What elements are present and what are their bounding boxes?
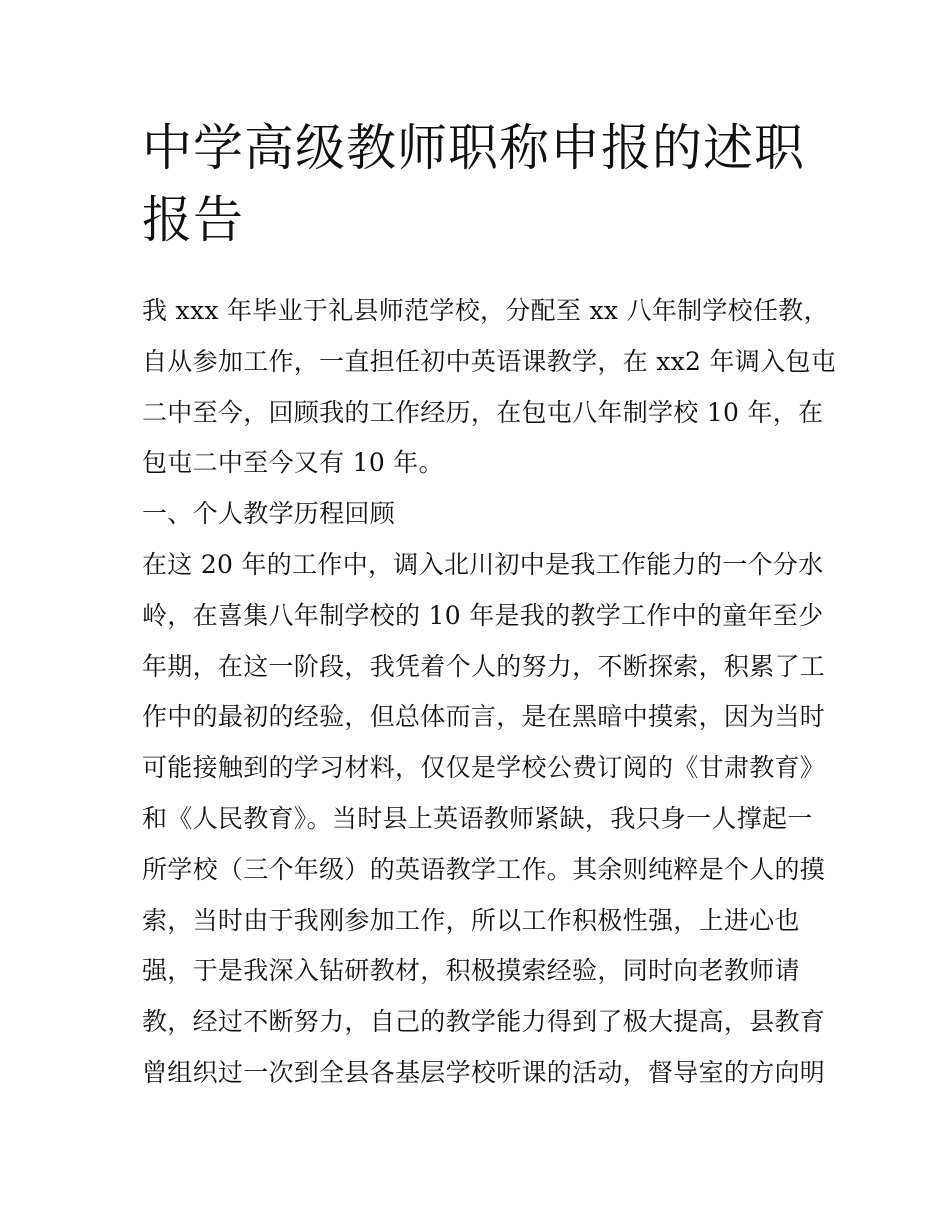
document-title	[142, 112, 818, 256]
text-line: 在这 20 年的工作中，调入北川初中是我工作能力的一个分水	[142, 549, 824, 579]
text-line: 可能接触到的学习材料，仅仅是学校公费订阅的《甘肃教育》	[142, 753, 826, 783]
section-heading	[142, 489, 818, 540]
text-line: 年期，在这一阶段，我凭着个人的努力，不断探索，积累了工	[142, 651, 826, 681]
text-line: 包屯二中至今又有 10 年。	[142, 448, 444, 478]
text-line: 强，于是我深入钻研教材，积极摸索经验，同时向老教师请	[142, 956, 800, 986]
title-line: 中学高级教师职称申报的述职	[142, 119, 805, 177]
text-line: 一、个人教学历程回顾	[142, 499, 396, 529]
text-line: 二中至今，回顾我的工作经历，在包屯八年制学校 10 年，在	[142, 397, 824, 427]
document-page	[142, 112, 836, 1099]
text-line: 所学校（三个年级）的英语教学工作。其余则纯粹是个人的摸	[142, 854, 826, 884]
document-body	[142, 286, 836, 1099]
text-line: 索，当时由于我刚参加工作，所以工作积极性强，上进心也	[142, 905, 800, 935]
text-line: 曾组织过一次到全县各基层学校听课的活动，督导室的方向明	[142, 1057, 826, 1087]
text-line: 自从参加工作，一直担任初中英语课教学，在 xx2 年调入包屯	[142, 346, 836, 376]
text-line: 我 xxx 年毕业于礼县师范学校，分配至 xx 八年制学校任教，	[142, 296, 829, 325]
intro-paragraph	[142, 286, 836, 489]
text-line: 和《人民教育》。当时县上英语教师紧缺，我只身一人撑起一	[142, 803, 813, 833]
text-line: 作中的最初的经验，但总体而言，是在黑暗中摸索，因为当时	[142, 702, 826, 732]
text-line: 岭，在喜集八年制学校的 10 年是我的教学工作中的童年至少	[142, 600, 824, 630]
title-line: 报告	[142, 191, 244, 249]
history-paragraph	[142, 540, 826, 1099]
text-line: 教，经过不断努力，自己的教学能力得到了极大提高，县教育	[142, 1007, 826, 1037]
